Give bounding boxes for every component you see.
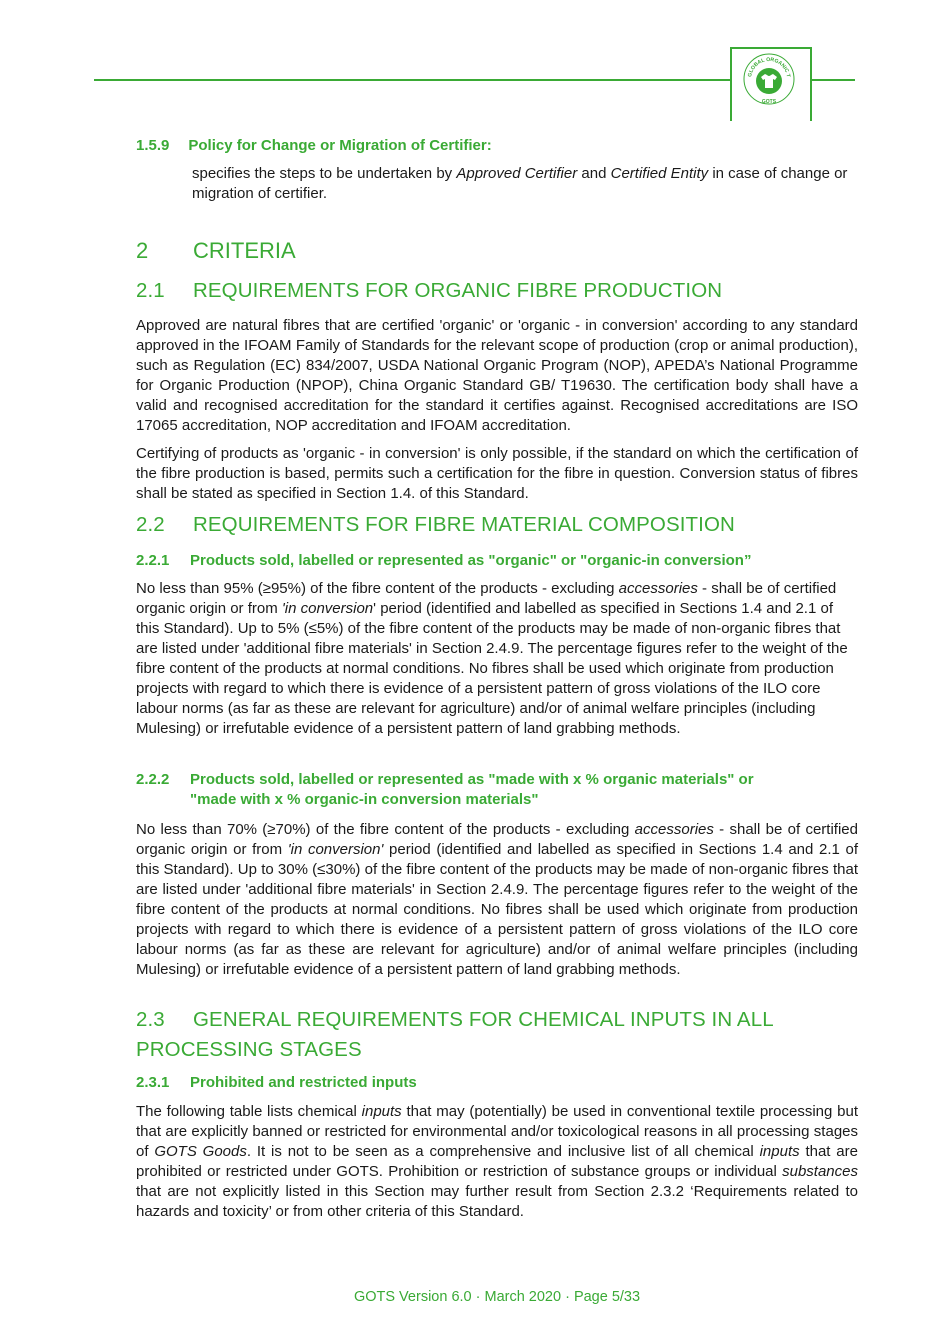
section-title: Products sold, labelled or represented as "organic" or "organic-in conversion” bbox=[190, 552, 752, 569]
section-number: 1.5.9 bbox=[136, 137, 170, 154]
heading-2-3 bbox=[136, 1006, 858, 1064]
paragraph-2-2-2: No less than 70% (≥70%) of the fibre content of the products - excluding accessories - shall be of certified organic origin or from 'in conversion' period (identified and labelled as specified in Sections 1.4 and 2.1 of this Standard). Up to 30% (≤30%) of the fibre content of the products may be made of non-organic fibres that are listed under 'additional fibre materials' in Section 2.4.9. The percentage figures refer to the weight of the fibre content of the products at normal conditions. No fibres shall be used which originate from production projects with regard to which there is evidence of a persistent pattern of gross violations of the ILO core labour norms (as far as these are relevant for agriculture) and/or of animal welfare principles (including Mulesing) or irrefutable evidence of a persistent pattern of land grabbing methods. bbox=[136, 821, 858, 978]
gots-logo-icon bbox=[742, 52, 796, 106]
section-title: REQUIREMENTS FOR ORGANIC FIBRE PRODUCTION bbox=[193, 279, 723, 302]
heading-2-3-1 bbox=[136, 1073, 858, 1093]
paragraph-2-1-a: Approved are natural fibres that are certified 'organic' or 'organic - in conversion' according to any standard approved in the IFOAM Family of Standards for the relevant scope of production (crop or animal production), such as Regulation (EC) 834/2007, USDA National Organic Program (NOP), APEDA’s National Programme for Organic Production (NPOP), China Organic Standard GB/ T19630. The certification body shall have a valid and recognised accreditation for the standard it certifies against. Recognised accreditations are ISO 17065 accreditation, NOP accreditation and IFOAM accreditation. bbox=[136, 317, 858, 434]
logo-bottom-text: GOTS bbox=[761, 99, 777, 105]
section-number: 2.2 bbox=[136, 513, 165, 536]
paragraph-2-2-1: No less than 95% (≥95%) of the fibre content of the products - excluding accessories - shall be of certified organic origin or from 'in conversion' period (identified and labelled as specified in Sections 1.4 and 2.1 of this Standard). Up to 5% (≤5%) of the fibre content of the products may be made of non-organic fibres that are listed under 'additional fibre materials' in Section 2.4.9. The percentage figures refer to the weight of the fibre content of the products at normal conditions. No fibres shall be used which originate from production projects with regard to which there is evidence of a persistent pattern of gross violations of the ILO core labour norms (as far as these are relevant for agriculture) and/or of animal welfare principles (including Mulesing) or irrefutable evidence of a persistent pattern of land grabbing methods. bbox=[136, 580, 848, 737]
header-rule-right bbox=[810, 79, 855, 81]
section-number: 2.1 bbox=[136, 279, 165, 302]
section-title: Products sold, labelled or represented as "made with x % organic materials" or "made with x % organic-in conversion materials" bbox=[190, 771, 754, 808]
heading-1-5-9 bbox=[136, 136, 856, 156]
section-number: 2.2.2 bbox=[136, 771, 170, 788]
page-footer: GOTS Version 6.0 · March 2020 · Page 5/33 bbox=[353, 1289, 641, 1305]
logo-text: GLOBAL ORGANIC T bbox=[747, 56, 791, 78]
section-number: 2.3 bbox=[136, 1008, 165, 1031]
heading-2-2-2 bbox=[136, 770, 858, 810]
section-title-line2: PROCESSING STAGES bbox=[136, 1038, 362, 1061]
paragraph-1-5-9: specifies the steps to be undertaken by Approved Certifier and Certified Entity in case of change or migration of certifier. bbox=[192, 165, 848, 202]
chapter-title: CRITERIA bbox=[193, 238, 296, 263]
header-rule-left bbox=[94, 79, 730, 81]
paragraph-2-1-b: Certifying of products as 'organic - in conversion' is only possible, if the standard on which the certification of the fibre production is based, permits such a certification for the fibre in question. Conversion status of fibres shall be stated as specified in Section 1.4. of this Standard. bbox=[136, 445, 858, 502]
section-title: Prohibited and restricted inputs bbox=[190, 1074, 417, 1091]
heading-2-1 bbox=[136, 277, 856, 305]
section-number: 2.2.1 bbox=[136, 552, 170, 569]
section-title: REQUIREMENTS FOR FIBRE MATERIAL COMPOSITION bbox=[193, 513, 735, 536]
heading-2-2-1 bbox=[136, 551, 858, 571]
heading-2-2 bbox=[136, 511, 856, 539]
section-number: 2.3.1 bbox=[136, 1074, 170, 1091]
chapter-number: 2 bbox=[136, 238, 149, 263]
paragraph-2-3-1: The following table lists chemical inputs that may (potentially) be used in conventional textile processing but that are explicitly banned or restricted for environmental and/or toxicological reasons in all processing stages of GOTS Goods. It is not to be seen as a comprehensive and inclusive list of all chemical inputs that are prohibited or restricted under GOTS. Prohibition or restriction of substance groups or individual substances that are not explicitly listed in this Section may further result from Section 2.3.2 ‘Requirements related to hazards and toxicity’ or from other criteria of this Standard. bbox=[136, 1103, 858, 1220]
heading-2 bbox=[136, 236, 856, 266]
section-title: Policy for Change or Migration of Certifier: bbox=[188, 137, 492, 154]
section-title-line1: GENERAL REQUIREMENTS FOR CHEMICAL INPUTS IN ALL bbox=[193, 1008, 774, 1031]
